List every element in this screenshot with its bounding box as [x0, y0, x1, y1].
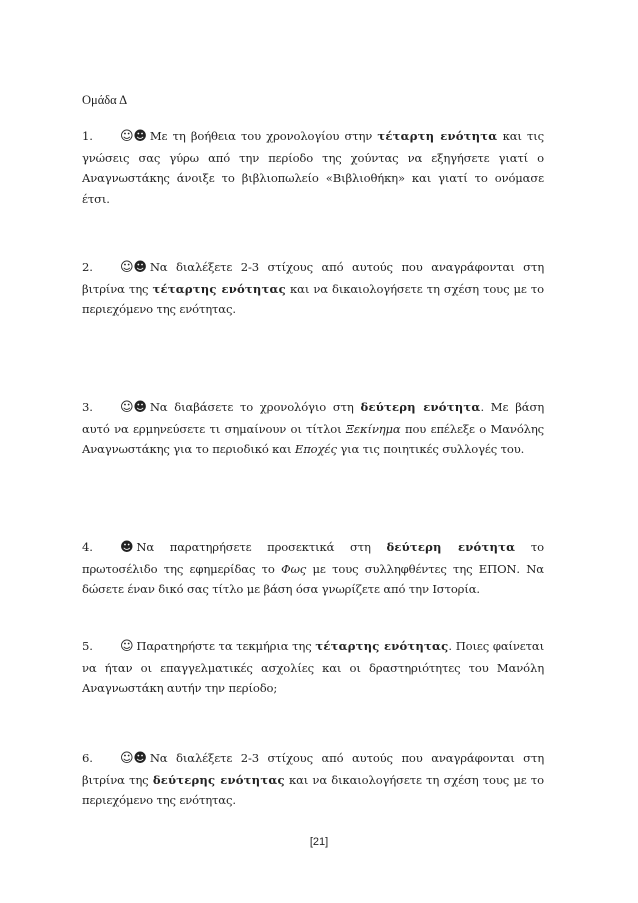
- question-4: 4. ☻ Να παρατηρήσετε προσεκτικά στη δεύτερη ενότητα το πρωτοσέλιδο της εφημερίδας το Φως με τους συλληφθέντες της ΕΠΟΝ. Να δώσετε έναν δικό σας τίτλο με βάση όσα γνωρίζετε από την Ιστορία.: [82, 537, 544, 600]
- question-number: 4.: [82, 540, 93, 554]
- emphasis-section: τέταρτης ενότητας: [152, 281, 286, 296]
- title-italic: Ξεκίνημα: [345, 421, 401, 436]
- question-6: 6. ☺☻ Να διαλέξετε 2-3 στίχους από αυτούς που αναγράφονται στη βιτρίνα της δεύτερης ενότητας και να δικαιολογήσετε τη σχέση τους με το περιεχόμενο της ενότητας.: [82, 748, 544, 811]
- emphasis-section: δεύτερης ενότητας: [152, 772, 285, 787]
- emphasis-section: δεύτερη ενότητα: [360, 400, 481, 414]
- question-number: 5.: [82, 639, 93, 653]
- group-heading: Ομάδα Δ: [82, 93, 128, 107]
- question-number: 3.: [82, 400, 93, 414]
- smiley-icons: ☺☻: [120, 751, 147, 766]
- page-number: [21]: [309, 836, 329, 848]
- smiley-icons: ☻: [120, 540, 134, 555]
- emphasis-section: τέταρτη ενότητα: [377, 129, 498, 143]
- question-1: 1. ☺☻ Με τη βοήθεια του χρονολογίου στην τέταρτη ενότητα και τις γνώσεις σας γύρω από την περίοδο της χούντας να εξηγήσετε γιατί ο Αναγνωστάκης άνοιξε το βιβλιοπωλείο «Βιβλιοθήκη» και γιατί το ονόμασε έτσι.: [82, 126, 544, 209]
- smiley-icons: ☺☻: [120, 400, 147, 415]
- smiley-icons: ☺☻: [120, 129, 147, 144]
- question-number: 6.: [82, 751, 93, 765]
- emphasis-section: τέταρτης ενότητας: [315, 639, 449, 653]
- question-2: 2. ☺☻ Να διαλέξετε 2-3 στίχους από αυτούς που αναγράφονται στη βιτρίνα της τέταρτης ενότητας και να δικαιολογήσετε τη σχέση τους με το περιεχόμενο της ενότητας.: [82, 257, 544, 320]
- question-number: 1.: [82, 129, 93, 143]
- question-number: 2.: [82, 260, 93, 274]
- emphasis-section: δεύτερη ενότητα: [386, 540, 516, 554]
- title-italic: Εποχές: [294, 442, 337, 457]
- question-5: 5. ☺ Παρατηρήστε τα τεκμήρια της τέταρτης ενότητας. Ποιες φαίνεται να ήταν οι επαγγελματικές ασχολίες και οι δραστηριότητες του Μανόλη Αναγνωστάκη αυτήν την περίοδο;: [82, 636, 544, 699]
- question-3: 3. ☺☻ Να διαβάσετε το χρονολόγιο στη δεύτερη ενότητα. Με βάση αυτό να ερμηνεύσετε τι σημαίνουν οι τίτλοι Ξεκίνημα που επέλεξε ο Μανόλης Αναγνωστάκης για το περιοδικό και Εποχές για τις ποιητικές συλλογές του.: [82, 397, 544, 460]
- smiley-icons: ☺: [120, 639, 134, 654]
- title-italic: Φως: [281, 561, 307, 576]
- smiley-icons: ☺☻: [120, 260, 147, 275]
